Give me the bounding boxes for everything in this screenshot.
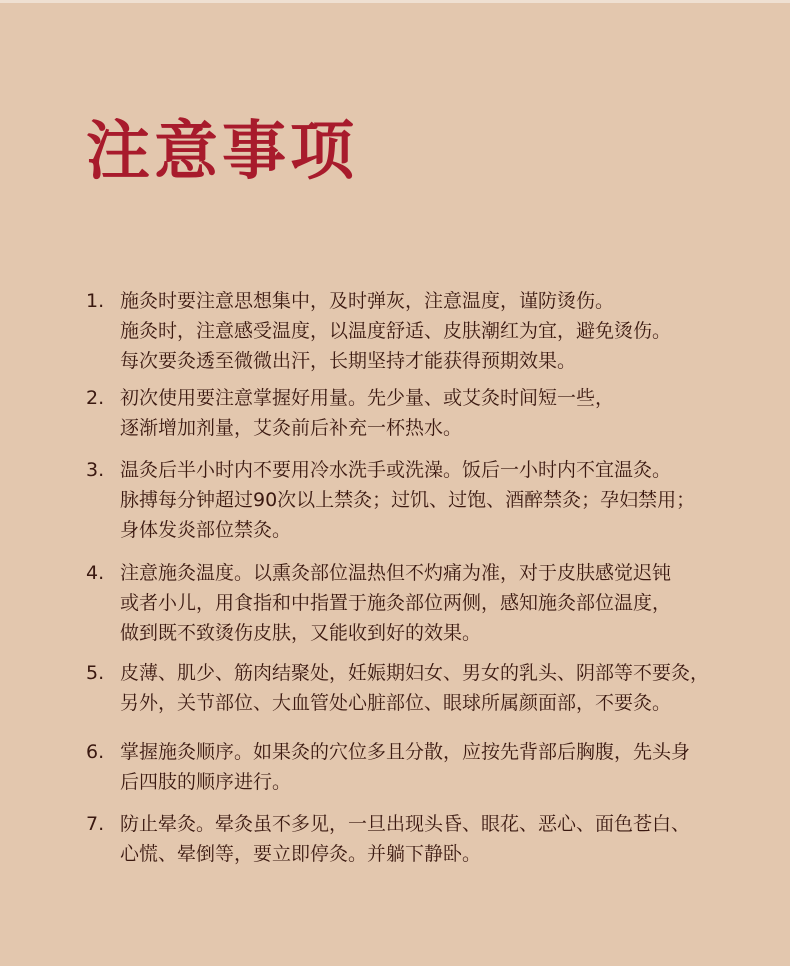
item-number: 6. [86,741,105,763]
item-line: 每次要灸透至微微出汗，长期坚持才能获得预期效果。 [120,350,577,372]
item-text [120,737,776,797]
item-line: 后四肢的顺序进行。 [120,771,292,793]
item-line: 心慌、晕倒等，要立即停灸。并躺下静卧。 [120,843,482,865]
list-item [86,809,776,869]
item-text [120,455,776,545]
list-item [86,558,776,648]
item-line: 温灸后半小时内不要用冷水洗手或洗澡。饭后一小时内不宜温灸。 [120,459,672,481]
list-item [86,455,776,545]
item-line: 注意施灸温度。以熏灸部位温热但不灼痛为准，对于皮肤感觉迟钝 [120,562,672,584]
list-item [86,737,776,797]
page-title: 注意事项 [86,114,358,189]
top-divider [0,0,790,3]
item-text [120,558,776,648]
item-number: 1. [86,290,105,312]
item-line: 施灸时，注意感受温度，以温度舒适、皮肤潮红为宜，避免烫伤。 [120,320,672,342]
item-number: 7. [86,813,105,835]
item-line: 身体发炎部位禁灸。 [120,519,292,541]
list-item [86,658,776,718]
item-number: 2. [86,387,105,409]
item-number: 4. [86,562,105,584]
item-line: 初次使用要注意掌握好用量。先少量、或艾灸时间短一些， [120,387,615,409]
item-text [120,809,776,869]
item-line: 脉搏每分钟超过90次以上禁灸；过饥、过饱、酒醉禁灸；孕妇禁用； [120,489,696,511]
item-line: 掌握施灸顺序。如果灸的穴位多且分散，应按先背部后胸腹，先头身 [120,741,691,763]
item-line: 防止晕灸。晕灸虽不多见，一旦出现头昏、眼花、恶心、面色苍白、 [120,813,691,835]
item-number: 3. [86,459,105,481]
item-line: 逐渐增加剂量，艾灸前后补充一杯热水。 [120,417,463,439]
item-line: 或者小儿，用食指和中指置于施灸部位两侧，感知施灸部位温度， [120,592,672,614]
item-text [120,286,776,376]
item-text [120,383,776,443]
list-item [86,286,776,376]
list-item [86,383,776,443]
item-line: 另外，关节部位、大血管处心脏部位、眼球所属颜面部，不要灸。 [120,692,672,714]
item-number: 5. [86,662,105,684]
item-text [120,658,776,718]
item-line: 做到既不致烫伤皮肤，又能收到好的效果。 [120,622,482,644]
item-line: 施灸时要注意思想集中，及时弹灰，注意温度，谨防烫伤。 [120,290,615,312]
item-line: 皮薄、肌少、筋肉结聚处，妊娠期妇女、男女的乳头、阴部等不要灸， [120,662,710,684]
